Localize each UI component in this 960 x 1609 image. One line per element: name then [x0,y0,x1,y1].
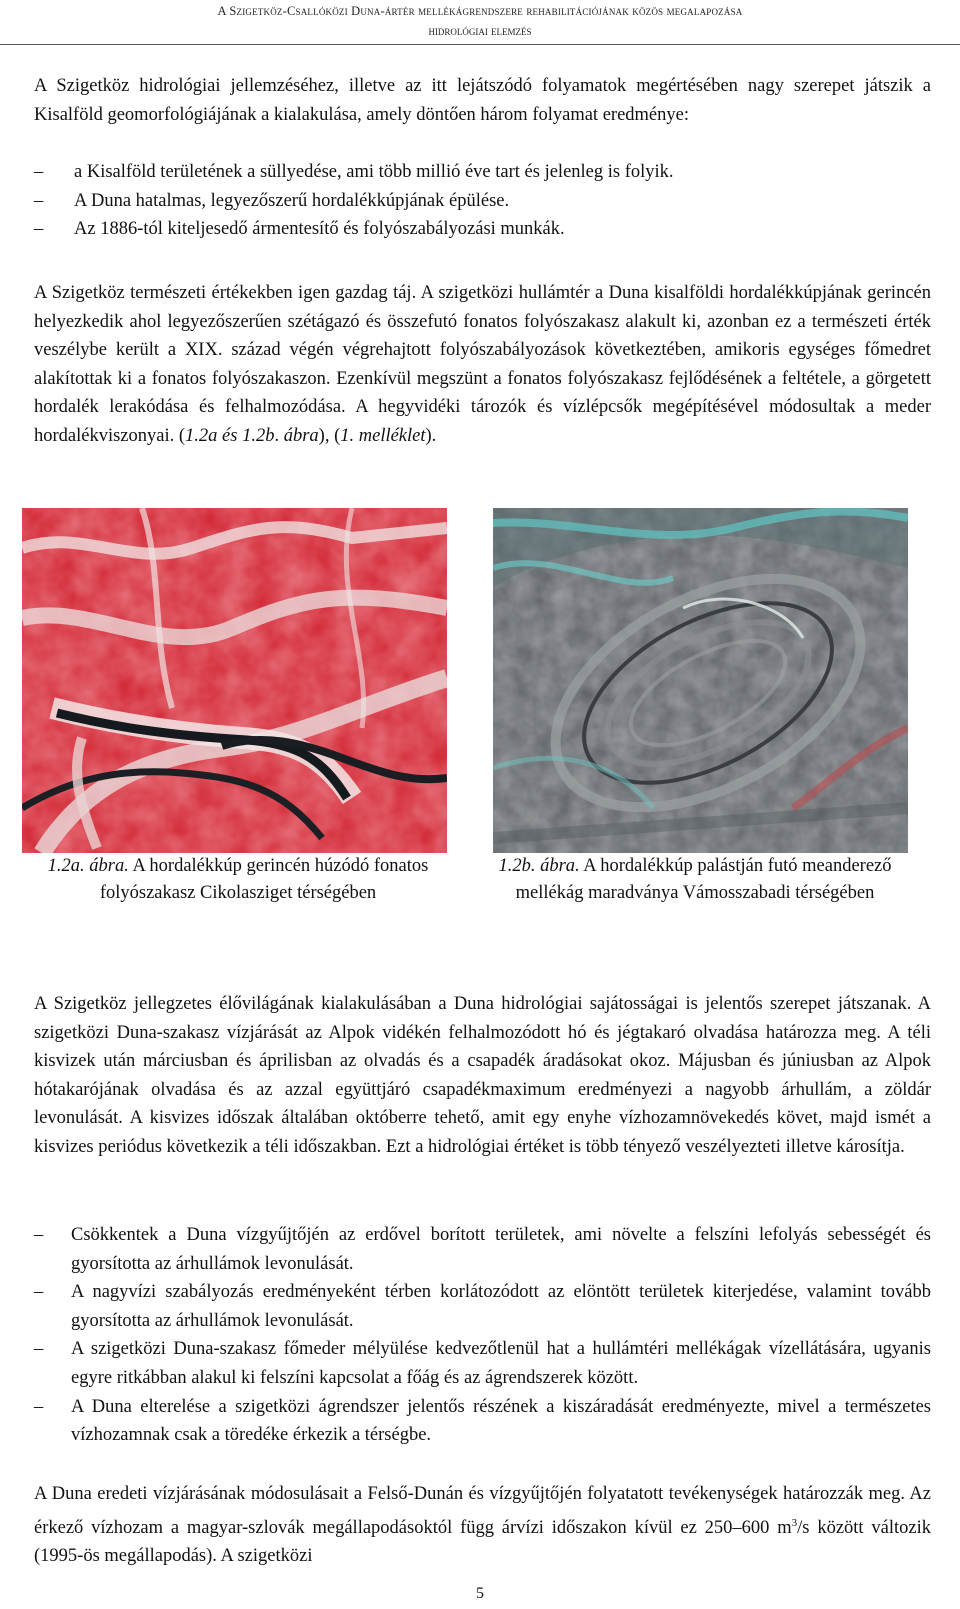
figure-number: 1.2b. ábra. [498,856,580,876]
list-item: – A Duna elterelése a szigetközi ágrendszer jelentős részének a kiszáradását eredményezte, mivel a természetes vízhozamnak csak a töredéke érkezik a térségbe. [34,1393,931,1450]
list-item: – a Kisalföld területének a süllyedése, ami több millió éve tart és jelenleg is folyik. [34,158,931,187]
appendix-reference: 1. melléklet [340,425,426,446]
figure-1-2b-caption [480,853,910,907]
threats-bullet-list [34,1221,931,1450]
list-item: – A Duna hatalmas, legyezőszerű hordalékkúpjának épülése. [34,187,931,216]
page-number: 5 [476,1585,484,1602]
superscript: 3 [791,1516,798,1529]
figure-1-2a-caption [28,853,448,907]
intro-bullet-list [34,158,931,244]
aerial-photo-braided-channel [22,508,447,853]
list-item: – A nagyvízi szabályozás eredményeként térben korlátozódott az elöntött területek kiterjedése, valamint tovább gyorsította az árhullámok levonulását. [34,1278,931,1335]
header-line-2: hidrológiai elemzés [428,24,532,38]
paragraph-water-regime: A Duna eredeti vízjárásának módosulásait a Felső-Dunán és vízgyűjtőjén folyatatott tevékenységek határozzák meg. Az érkező vízhozam a magyar-szlovák megállapodásoktól függ árvízi időszakon kívül ez 250–600 $m^3/s$ között változik (1995-ös megállapodás). A szigetközi [34,1484,931,1567]
dash-marker: – [34,1282,44,1303]
caption-text: A hordalékkúp palástján futó meanderező mellékág maradványa Vámosszabadi térségében [515,856,892,903]
figure-number: 1.2a. ábra. [47,856,129,876]
figure-1-2a-aerial-photo [22,508,447,853]
running-header [0,0,960,45]
paragraph-hydrology: A Szigetköz jellegzetes élővilágának kialakulásában a Duna hidrológiai sajátosságai is jelentős szerepet játszanak. A szigetközi Duna-szakasz vízjárását az Alpok vidékén felhalmozódott hó és jégtakaró olvadása határozza meg. A téli kisvizek után márciusban és áprilisban az olvadás és a csapadék áradásokat okoz. Májusban és júniusban az Alpok hótakarójának olvadása és az azzal együttjáró csapadékmaximum eredményezi a nagyobb árhullám, a zöldár levonulását. A kisvizes időszak általában októberre tehető, amit egy enyhe vízhozamnövekedés követ, majd ismét a kisvizes periódus következik a téli időszakban. Ezt a hidrológiai értéket is több tényező veszélyezteti illetve károsítja. [34,994,931,1157]
dash-marker: – [34,162,44,182]
aerial-photo-meander-remnant [493,508,908,853]
figure-1-2b-aerial-photo [493,508,908,853]
list-item: – Az 1886-tól kiteljesedő ármentesítő és folyószabályozási munkák. [34,215,931,244]
intro-paragraph: A Szigetköz hidrológiai jellemzéséhez, illetve az itt lejátszódó folyamatok megértésében nagy szerepet játszik a Kisalföld geomorfológiájának a kialakulása, amely döntően három folyamat eredménye: [34,76,931,125]
header-line-1: A Szigetköz-Csallóközi Duna-ártér mellékágrendszere rehabilitációjának közös megalapozása [217,4,743,18]
paragraph-natural-values: A Szigetköz természeti értékekben igen gazdag táj. A szigetközi hullámtér a Duna kisalföldi hordalékkúpjának gerincén helyezkedik ahol legyezőszerűen szétágazó és összefutó fonatos folyószakasz alakult ki, azonban ez a természeti érték veszélybe került a XIX. század végén végrehajtott folyószabályozások következtében, amikoris egységes főmedret alakítottak ki a fonatos folyószakaszon. Ezenkívül megszünt a fonatos folyószakasz fejlődésének a feltétele, a görgetett hordalék lerakódása és felhalmozódása. A hegyvidéki tározók és vízlépcsők megépítésével módosultak a meder hordalékviszonyai. (1.2a és 1.2b. ábra), (1. melléklet). [34,283,931,446]
list-item: – Csökkentek a Duna vízgyűjtőjén az erdővel borított területek, ami növelte a felszíni lefolyás sebességét és gyorsította az árhullámok levonulását. [34,1221,931,1278]
figure-reference: 1.2a és 1.2b [185,425,275,446]
dash-marker: – [34,1225,44,1245]
figure-reference: ábra [283,425,319,446]
dash-marker: – [34,219,44,240]
dash-marker: – [34,1396,44,1417]
dash-marker: – [34,190,44,211]
caption-text: A hordalékkúp gerincén húzódó fonatos folyószakasz Cikolasziget térségében [99,856,429,903]
list-item: – A szigetközi Duna-szakasz főmeder mélyülése kedvezőtlenül hat a hullámtéri mellékágak vízellátására, ugyanis egyre ritkábban alakul ki felszíni kapcsolat a főág és az ágrendszerek között. [34,1335,931,1392]
dash-marker: – [34,1339,44,1360]
